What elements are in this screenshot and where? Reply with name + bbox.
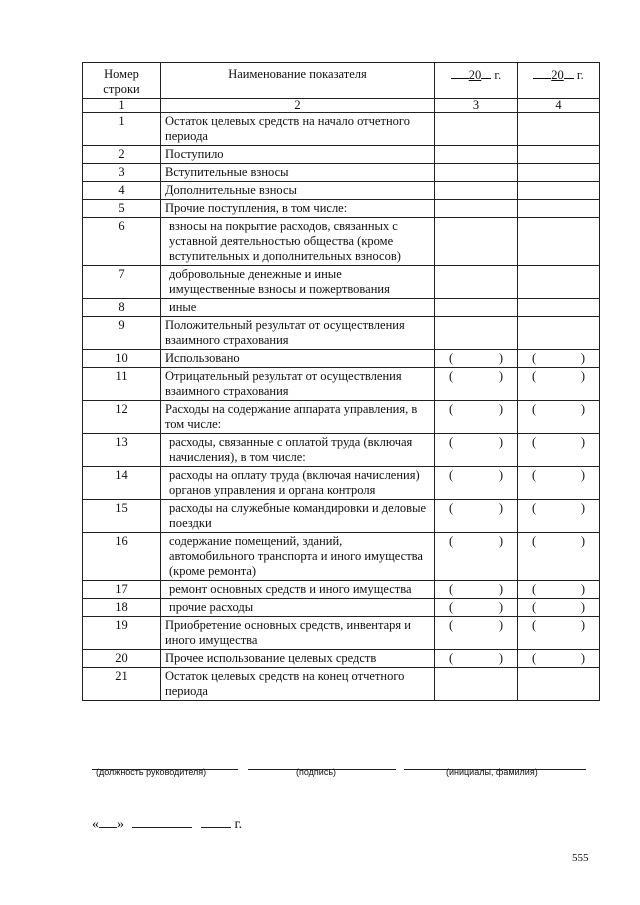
row-value-year-1[interactable] xyxy=(435,317,518,350)
paren-open: ( xyxy=(449,351,454,365)
table-row xyxy=(83,317,600,350)
row-number: 19 xyxy=(83,617,161,650)
date-close-quote: » xyxy=(117,817,124,832)
row-value-year-1[interactable] xyxy=(435,266,518,299)
row-indicator-name: расходы на служебные командировки и деловые поездки xyxy=(161,500,435,533)
row-value-year-2[interactable] xyxy=(518,164,600,182)
date-year-field[interactable] xyxy=(201,815,231,828)
row-value-year-1[interactable] xyxy=(435,668,518,701)
row-value-year-2[interactable] xyxy=(518,218,600,266)
row-number: 20 xyxy=(83,650,161,668)
table-row xyxy=(83,617,600,650)
paren-close: ) xyxy=(498,351,503,365)
row-value-year-2[interactable] xyxy=(518,368,600,401)
row-value-year-2[interactable] xyxy=(518,467,600,500)
row-number: 10 xyxy=(83,350,161,368)
row-number: 5 xyxy=(83,200,161,218)
paren-open: ( xyxy=(532,402,537,416)
paren-open: ( xyxy=(532,435,537,449)
row-value-year-1[interactable] xyxy=(435,617,518,650)
row-value-year-1[interactable] xyxy=(435,401,518,434)
table-row xyxy=(83,164,600,182)
table-row xyxy=(83,533,600,581)
row-indicator-name: Остаток целевых средств на конец отчетного периода xyxy=(161,668,435,701)
row-value-year-2[interactable] xyxy=(518,650,600,668)
paren-open: ( xyxy=(532,618,537,632)
row-value-year-2[interactable] xyxy=(518,317,600,350)
row-indicator-name: расходы, связанные с оплатой труда (включая начисления), в том числе: xyxy=(161,434,435,467)
paren-close: ) xyxy=(580,534,585,548)
paren-close: ) xyxy=(580,351,585,365)
paren-close: ) xyxy=(580,651,585,665)
row-indicator-name: Расходы на содержание аппарата управления, в том числе: xyxy=(161,401,435,434)
table-row xyxy=(83,467,600,500)
header-year-2-suffix: г. xyxy=(576,68,584,82)
row-value-year-1[interactable] xyxy=(435,146,518,164)
row-value-year-1[interactable] xyxy=(435,350,518,368)
paren-open: ( xyxy=(532,351,537,365)
row-indicator-name: добровольные денежные и иные имущественные взносы и пожертвования xyxy=(161,266,435,299)
row-value-year-1[interactable] xyxy=(435,650,518,668)
paren-close: ) xyxy=(580,468,585,482)
row-indicator-name: иные xyxy=(161,299,435,317)
row-number: 18 xyxy=(83,599,161,617)
row-number: 17 xyxy=(83,581,161,599)
row-indicator-name: Приобретение основных средств, инвентаря и иного имущества xyxy=(161,617,435,650)
table-row xyxy=(83,113,600,146)
table-row xyxy=(83,146,600,164)
table-row xyxy=(83,218,600,266)
paren-open: ( xyxy=(532,369,537,383)
row-number: 8 xyxy=(83,299,161,317)
row-value-year-1[interactable] xyxy=(435,581,518,599)
sign-caption: (подпись) xyxy=(296,767,337,777)
paren-close: ) xyxy=(498,534,503,548)
row-value-year-2[interactable] xyxy=(518,599,600,617)
table-row xyxy=(83,200,600,218)
paren-open: ( xyxy=(449,618,454,632)
row-value-year-2[interactable] xyxy=(518,182,600,200)
row-value-year-2[interactable] xyxy=(518,434,600,467)
row-indicator-name: Использовано xyxy=(161,350,435,368)
row-number: 1 xyxy=(83,113,161,146)
row-indicator-name: взносы на покрытие расходов, связанных с уставной деятельностью общества (кроме вступительных и дополнительных взносов) xyxy=(161,218,435,266)
date-month-field[interactable] xyxy=(132,815,192,828)
row-indicator-name: Положительный результат от осуществления взаимного страхования xyxy=(161,317,435,350)
row-value-year-1[interactable] xyxy=(435,200,518,218)
row-number: 13 xyxy=(83,434,161,467)
row-indicator-name: Поступило xyxy=(161,146,435,164)
row-value-year-2[interactable] xyxy=(518,266,600,299)
paren-open: ( xyxy=(532,468,537,482)
column-index-4: 4 xyxy=(518,99,600,113)
table-row xyxy=(83,266,600,299)
row-value-year-2[interactable] xyxy=(518,113,600,146)
paren-close: ) xyxy=(580,618,585,632)
row-value-year-2[interactable] xyxy=(518,500,600,533)
table-row xyxy=(83,299,600,317)
table-row xyxy=(83,599,600,617)
paren-open: ( xyxy=(532,582,537,596)
row-value-year-2[interactable] xyxy=(518,200,600,218)
row-number: 6 xyxy=(83,218,161,266)
row-indicator-name: ремонт основных средств и иного имущества xyxy=(161,581,435,599)
row-value-year-1[interactable] xyxy=(435,368,518,401)
row-value-year-2[interactable] xyxy=(518,146,600,164)
paren-open: ( xyxy=(449,600,454,614)
row-indicator-name: Прочее использование целевых средств xyxy=(161,650,435,668)
page-number: 555 xyxy=(572,852,589,864)
row-number: 15 xyxy=(83,500,161,533)
row-number: 21 xyxy=(83,668,161,701)
row-value-year-2[interactable] xyxy=(518,350,600,368)
row-number: 2 xyxy=(83,146,161,164)
header-row xyxy=(83,63,600,99)
date-year-suffix: г. xyxy=(234,817,243,832)
header-year-1 xyxy=(435,63,518,99)
header-year-2 xyxy=(518,63,600,99)
row-number: 14 xyxy=(83,467,161,500)
table-row xyxy=(83,650,600,668)
report-table xyxy=(82,62,600,701)
row-value-year-2[interactable] xyxy=(518,401,600,434)
row-value-year-2[interactable] xyxy=(518,668,600,701)
table-row xyxy=(83,434,600,467)
row-indicator-name: Дополнительные взносы xyxy=(161,182,435,200)
row-value-year-2[interactable] xyxy=(518,299,600,317)
paren-close: ) xyxy=(580,501,585,515)
row-value-year-2[interactable] xyxy=(518,581,600,599)
paren-open: ( xyxy=(449,468,454,482)
row-number: 4 xyxy=(83,182,161,200)
name-caption: (инициалы, фамилия) xyxy=(446,767,538,777)
row-value-year-1[interactable] xyxy=(435,218,518,266)
row-value-year-1[interactable] xyxy=(435,467,518,500)
table-row xyxy=(83,581,600,599)
header-line-number: Номер строки xyxy=(83,63,161,99)
row-value-year-2[interactable] xyxy=(518,617,600,650)
header-year-1-value: 20 xyxy=(468,68,482,82)
row-value-year-1[interactable] xyxy=(435,599,518,617)
column-index-2: 2 xyxy=(161,99,435,113)
row-value-year-1[interactable] xyxy=(435,299,518,317)
row-number: 12 xyxy=(83,401,161,434)
row-value-year-1[interactable] xyxy=(435,434,518,467)
paren-open: ( xyxy=(532,534,537,548)
paren-close: ) xyxy=(498,468,503,482)
row-value-year-1[interactable] xyxy=(435,500,518,533)
table-row xyxy=(83,182,600,200)
header-indicator-name: Наименование показателя xyxy=(161,63,435,99)
row-number: 7 xyxy=(83,266,161,299)
table-row xyxy=(83,500,600,533)
row-indicator-name: содержание помещений, зданий, автомобильного транспорта и иного имущества (кроме ремонта) xyxy=(161,533,435,581)
paren-open: ( xyxy=(532,501,537,515)
date-line xyxy=(92,815,242,833)
row-indicator-name: прочие расходы xyxy=(161,599,435,617)
position-caption: (должность руководителя) xyxy=(96,767,207,777)
row-number: 11 xyxy=(83,368,161,401)
paren-close: ) xyxy=(580,369,585,383)
row-value-year-1[interactable] xyxy=(435,164,518,182)
paren-close: ) xyxy=(498,651,503,665)
row-indicator-name: Прочие поступления, в том числе: xyxy=(161,200,435,218)
paren-close: ) xyxy=(580,402,585,416)
column-index-3: 3 xyxy=(435,99,518,113)
paren-close: ) xyxy=(580,435,585,449)
row-indicator-name: Вступительные взносы xyxy=(161,164,435,182)
paren-close: ) xyxy=(498,618,503,632)
date-day-field[interactable] xyxy=(99,815,117,828)
paren-close: ) xyxy=(498,600,503,614)
column-index-row xyxy=(83,99,600,113)
column-index-1: 1 xyxy=(83,99,161,113)
row-number: 9 xyxy=(83,317,161,350)
table-row xyxy=(83,668,600,701)
row-value-year-1[interactable] xyxy=(435,533,518,581)
paren-open: ( xyxy=(449,369,454,383)
paren-open: ( xyxy=(449,582,454,596)
paren-open: ( xyxy=(449,501,454,515)
paren-close: ) xyxy=(498,435,503,449)
row-value-year-1[interactable] xyxy=(435,113,518,146)
table-row xyxy=(83,350,600,368)
row-number: 3 xyxy=(83,164,161,182)
paren-open: ( xyxy=(532,651,537,665)
table-row xyxy=(83,368,600,401)
paren-open: ( xyxy=(449,534,454,548)
row-value-year-2[interactable] xyxy=(518,533,600,581)
row-indicator-name: расходы на оплату труда (включая начисления) органов управления и органа контроля xyxy=(161,467,435,500)
paren-close: ) xyxy=(498,369,503,383)
paren-close: ) xyxy=(498,501,503,515)
row-value-year-1[interactable] xyxy=(435,182,518,200)
row-indicator-name: Остаток целевых средств на начало отчетного периода xyxy=(161,113,435,146)
paren-open: ( xyxy=(449,651,454,665)
paren-open: ( xyxy=(449,435,454,449)
paren-close: ) xyxy=(580,600,585,614)
row-indicator-name: Отрицательный результат от осуществления взаимного страхования xyxy=(161,368,435,401)
date-open-quote: « xyxy=(92,817,99,832)
paren-close: ) xyxy=(498,582,503,596)
header-year-2-value: 20 xyxy=(551,68,564,82)
paren-open: ( xyxy=(449,402,454,416)
header-year-1-suffix: г. xyxy=(494,68,502,82)
row-number: 16 xyxy=(83,533,161,581)
table-row xyxy=(83,401,600,434)
paren-close: ) xyxy=(580,582,585,596)
paren-close: ) xyxy=(498,402,503,416)
paren-open: ( xyxy=(532,600,537,614)
